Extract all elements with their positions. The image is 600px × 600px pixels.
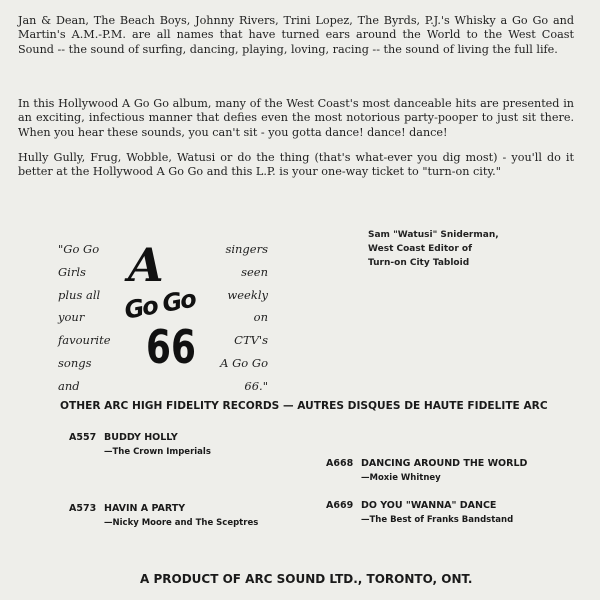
logo-number-66: 66: [146, 320, 196, 374]
logo-letter-a: A: [128, 238, 164, 292]
record-title: BUDDY HOLLY: [104, 432, 178, 443]
promo-left-line: and: [58, 378, 80, 393]
promo-right-line: 66.": [244, 378, 268, 393]
promo-right-line: A Go Go: [220, 355, 268, 370]
logo-go-go: Go Go: [122, 284, 197, 325]
footer-credit: A PRODUCT OF ARC SOUND LTD., TORONTO, ONT.: [140, 572, 473, 586]
promo-right-line: seen: [241, 264, 268, 279]
promo-right-line: weekly: [227, 287, 268, 302]
author-signature: [368, 228, 499, 270]
record-catalog-number: A668: [326, 458, 354, 469]
record-artist: —Nicky Moore and The Sceptres: [104, 518, 259, 528]
record-artist: —Moxie Whitney: [361, 473, 441, 483]
record-artist: —The Crown Imperials: [104, 447, 211, 457]
record-title: HAVIN A PARTY: [104, 503, 186, 514]
record-catalog-number: A573: [69, 503, 97, 514]
promo-text-right: [196, 238, 268, 398]
liner-notes-paragraph-2: In this Hollywood A Go Go album, many of the West Coast's most danceable hits are presented in an exciting, infectious manner that defies even the most notorious party-pooper to just sit there. When you hear these sounds, you can't sit - you gotta dance! dance! dance!: [18, 97, 574, 139]
promo-left-line: your: [58, 310, 85, 325]
signature-line: West Coast Editor of: [368, 244, 472, 254]
promo-left-line: Girls: [58, 264, 86, 279]
promo-left-line: "Go Go: [58, 242, 100, 256]
record-title: DANCING AROUND THE WORLD: [361, 458, 528, 469]
liner-notes-paragraph-3: Hully Gully, Frug, Wobble, Watusi or do the thing (that's what-ever you dig most) - you'll do it better at the Hollywood A Go Go and this L.P. is your one-way ticket to "turn-on city.": [18, 151, 574, 179]
record-catalog-number: A669: [326, 500, 354, 511]
promo-right-line: on: [253, 310, 268, 325]
record-title: DO YOU "WANNA" DANCE: [361, 500, 497, 511]
promo-left-line: songs: [58, 355, 92, 370]
promo-right-line: CTV's: [234, 333, 268, 348]
signature-line: Sam "Watusi" Sniderman,: [368, 230, 499, 240]
promo-left-line: plus all: [58, 287, 101, 302]
liner-notes-paragraph-1: Jan & Dean, The Beach Boys, Johnny Rivers, Trini Lopez, The Byrds, P.J.'s Whisky a Go Go and Martin's A.M.-P.M. are all names that have turned ears around the World to the West Coast Sound -- the sound of surfing, dancing, playing, loving, racing -- the sound of living the full life.: [18, 14, 574, 56]
record-catalog-number: A557: [69, 432, 97, 443]
promo-text-left: [58, 238, 111, 398]
promo-right-line: singers: [225, 242, 268, 256]
record-artist: —The Best of Franks Bandstand: [361, 515, 514, 525]
promo-left-line: favourite: [58, 333, 111, 348]
other-records-heading: OTHER ARC HIGH FIDELITY RECORDS — AUTRES DISQUES DE HAUTE FIDELITE ARC: [60, 400, 548, 412]
signature-line: Turn-on City Tabloid: [368, 258, 470, 268]
